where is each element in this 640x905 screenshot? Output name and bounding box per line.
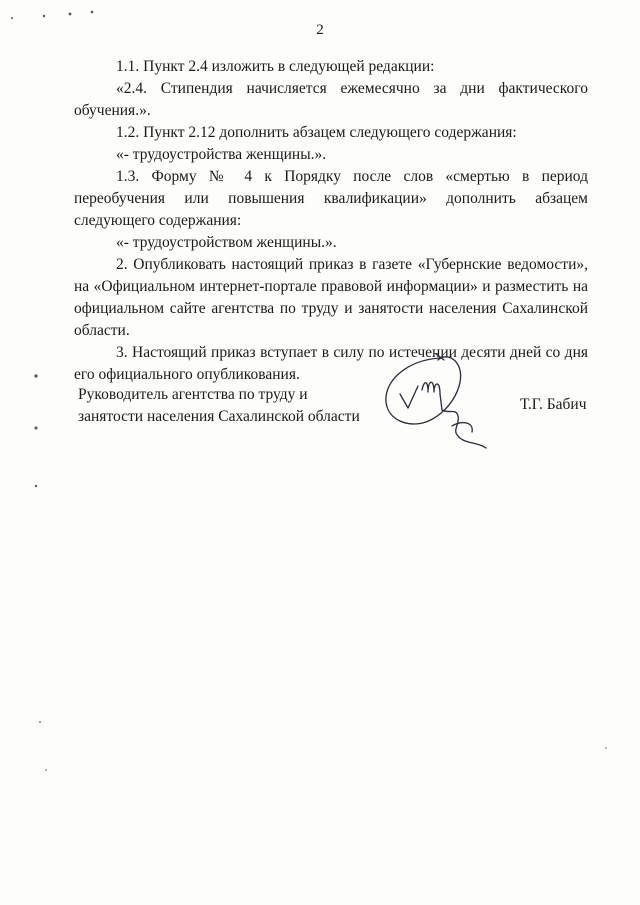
- paragraph-1-2: 1.2. Пункт 2.12 дополнить абзацем следующего содержания:: [116, 124, 517, 141]
- paragraph-employment-woman-2: «- трудоустройством женщины.».: [116, 234, 337, 251]
- paragraph-1-3: 1.3. Форму № 4 к Порядку после слов «смертью в период переобучения или повышения квалификации» дополнить абзацем следующего содержания:: [74, 168, 588, 229]
- page-number: 2: [316, 22, 324, 38]
- paragraph-2-4-text: «2.4. Стипендия начисляется ежемесячно за дни фактического обучения.».: [74, 80, 588, 119]
- paragraph-3-effective: 3. Настоящий приказ вступает в силу по истечении десяти дней со дня его официального опубликования.: [74, 344, 588, 383]
- signatory-title-line-1: Руководитель агентства по труду и: [78, 386, 308, 403]
- paragraph-employment-woman: «- трудоустройства женщины.».: [116, 146, 327, 163]
- paragraph-1-1: 1.1. Пункт 2.4 изложить в следующей редакции:: [116, 58, 435, 75]
- signatory-title-line-2: занятости населения Сахалинской области: [78, 408, 360, 425]
- paragraph-2-publish: 2. Опубликовать настоящий приказ в газете «Губернские ведомости», на «Официальном интернет-портале правовой информации» и разместить на официальном сайте агентства по труду и занятости населения Сахалинской области.: [74, 256, 588, 339]
- signatory-name: Т.Г. Бабич: [520, 396, 587, 413]
